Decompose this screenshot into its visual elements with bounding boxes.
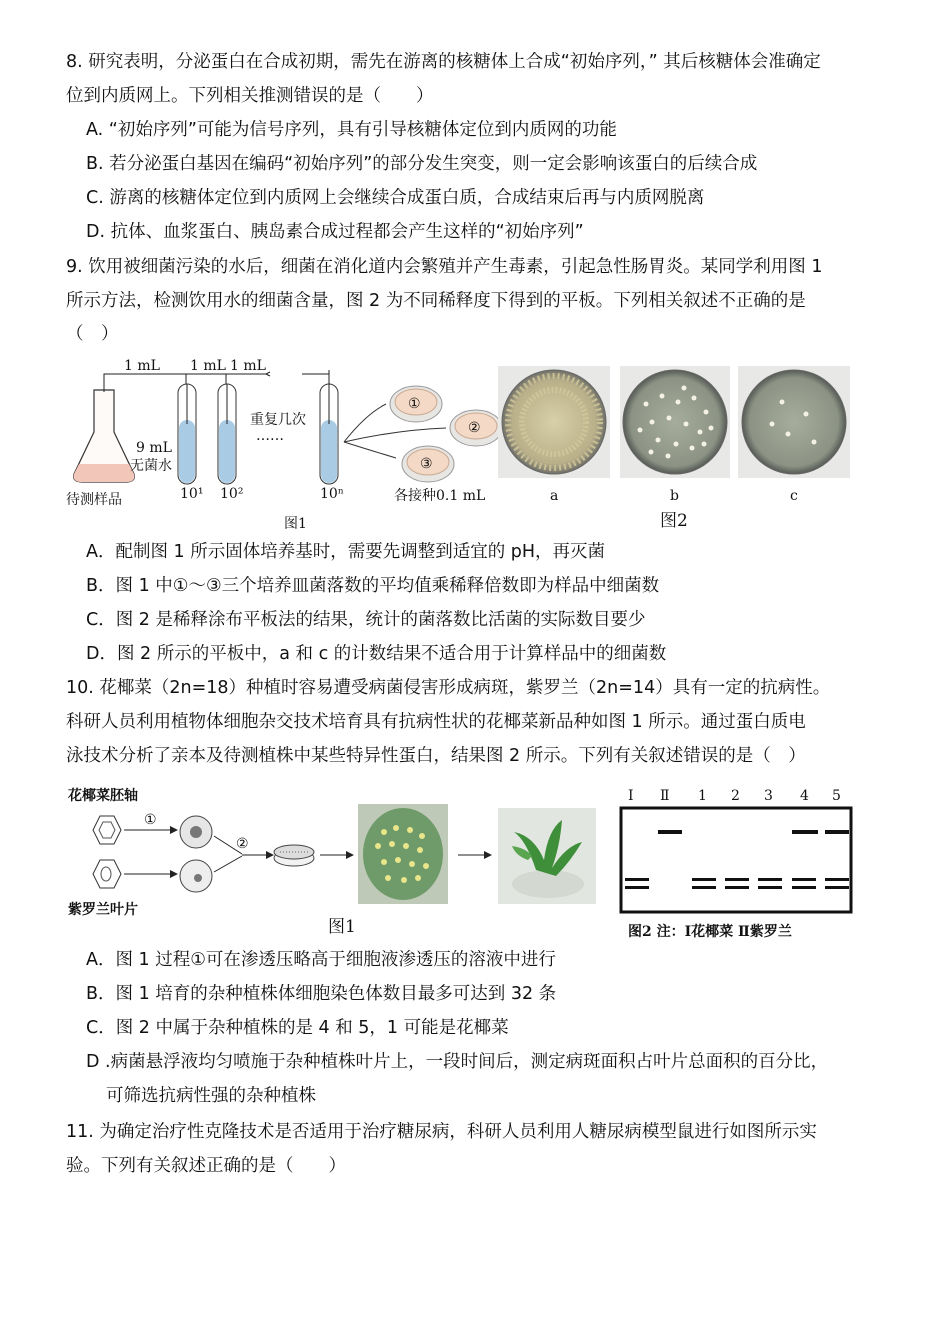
band-lane-1-2 [692, 886, 716, 889]
q9-figure [66, 352, 866, 532]
violet-label: 紫罗兰叶片 [68, 902, 138, 918]
gel-lane-label: Ⅰ [628, 788, 634, 804]
transfer-label-2: 1 mL [190, 358, 226, 374]
band-lane-2-2 [725, 886, 749, 889]
tube-2 [218, 384, 236, 484]
q9-option-d: D．图 2 所示的平板中，a 和 c 的计数结果不适合用于计算样品中的细菌数 [86, 644, 667, 664]
plate-a-label: a [550, 488, 559, 504]
tube-1-label: 10¹ [180, 486, 204, 502]
tube-2-label: 10² [220, 486, 244, 502]
figure-2-caption: 图2 [660, 511, 688, 531]
plantlet-photo [498, 808, 596, 904]
tube-1 [178, 384, 196, 484]
cauliflower-cell [93, 816, 121, 844]
repeat-dots: …… [256, 428, 284, 444]
band-lane-3-2 [758, 886, 782, 889]
inoculate-label: 各接种0.1 mL [394, 488, 486, 504]
q8-option-d: D. 抗体、血浆蛋白、胰岛素合成过程都会产生这样的“初始序列” [86, 222, 584, 242]
plate-1-label: ① [408, 396, 421, 412]
q8-stem-line-2: 位到内质网上。下列相关推测错误的是（ ） [66, 86, 434, 106]
q10-figure-1-caption: 图1 [328, 917, 356, 937]
q8-stem-line-1: 8. 研究表明，分泌蛋白在合成初期，需先在游离的核糖体上合成“初始序列，” 其后核糖体会准确定 [66, 52, 821, 72]
q9-stem-line-2: 所示方法，检测饮用水的细菌含量，图 2 为不同稀释度下得到的平板。下列相关叙述不正确的是 [66, 291, 806, 311]
step-1-label: ① [144, 812, 157, 828]
q9-option-a: A．配制图 1 所示固体培养基时，需要先调整到适宜的 pH，再灭菌 [86, 542, 606, 562]
band-lane-4-1 [792, 830, 818, 834]
q10-figure [66, 780, 866, 945]
gel-lane-labels [628, 788, 841, 804]
tube-n [320, 370, 338, 484]
violet-protoplast [180, 860, 212, 892]
q10-stem-line-1: 10. 花椰菜（2n=18）种植时容易遭受病菌侵害形成病斑，紫罗兰（2n=14）具有一定的抗病性。 [66, 678, 831, 698]
gel-lane-label: 1 [698, 788, 707, 804]
q9-stem-line-3: （ ） [66, 324, 119, 344]
band-lane-2-1 [725, 878, 749, 881]
band-lane-1-1 [692, 878, 716, 881]
violet-cell [93, 860, 121, 888]
band-lane-II-1 [658, 830, 682, 834]
band-lane-I-2 [625, 886, 649, 889]
plate-c [738, 366, 850, 478]
q10-option-c: C．图 2 中属于杂种植株的是 4 和 5，1 可能是花椰菜 [86, 1018, 509, 1038]
q10-stem-line-2: 科研人员利用植物体细胞杂交技术培育具有抗病性状的花椰菜新品种如图 1 所示。通过蛋白质电 [66, 712, 806, 732]
q9-option-b: B．图 1 中①～③三个培养皿菌落数的平均值乘稀释倍数即为样品中细菌数 [86, 576, 660, 596]
band-lane-4-3 [792, 886, 816, 889]
plate-3 [402, 446, 454, 482]
water-volume-label: 9 mL [136, 440, 172, 456]
band-lane-4-2 [792, 878, 816, 881]
q11-stem-line-2: 验。下列有关叙述正确的是（ ） [66, 1156, 346, 1176]
electrophoresis-gel [621, 808, 851, 912]
band-lane-5-2 [825, 878, 849, 881]
cauliflower-label: 花椰菜胚轴 [68, 788, 138, 804]
plate-a [498, 366, 610, 478]
q8-option-a: A. “初始序列”可能为信号序列，具有引导核糖体定位到内质网的功能 [86, 120, 617, 140]
gel-lane-label: 3 [764, 788, 773, 804]
q11-stem-line-1: 11. 为确定治疗性克隆技术是否适用于治疗糖尿病，科研人员利用人糖尿病模型鼠进行如图所示实 [66, 1122, 817, 1142]
q10-option-a: A．图 1 过程①可在渗透压略高于细胞液渗透压的溶液中进行 [86, 950, 556, 970]
transfer-label-3: 1 mL [230, 358, 266, 374]
q10-option-d-line-1: D .病菌悬浮液均匀喷施于杂种植株叶片上，一段时间后，测定病斑面积占叶片总面积的百分比， [86, 1052, 829, 1072]
q9-option-c: C．图 2 是稀释涂布平板法的结果，统计的菌落数比活菌的实际数目要少 [86, 610, 646, 630]
q10-option-b: B．图 1 培育的杂种植株体细胞染色体数目最多可达到 32 条 [86, 984, 557, 1004]
q8-option-c: C. 游离的核糖体定位到内质网上会继续合成蛋白质，合成结束后再与内质网脱离 [86, 188, 705, 208]
tube-n-label: 10ⁿ [320, 486, 344, 502]
plate-b-label: b [670, 488, 679, 504]
plate-c-label: c [790, 488, 798, 504]
plate-2-label: ② [468, 420, 481, 436]
q10-stem-line-3: 泳技术分析了亲本及待测植株中某些特异性蛋白，结果图 2 所示。下列有关叙述错误的是（ ） [66, 746, 806, 766]
transfer-arrow-1 [104, 374, 186, 392]
band-lane-I-1 [625, 878, 649, 881]
figure-1-caption: 图1 [284, 516, 307, 532]
step-2-label: ② [236, 836, 249, 852]
q10-option-d-line-2: 可筛选抗病性强的杂种植株 [106, 1086, 316, 1106]
band-lane-5-3 [825, 886, 849, 889]
plate-3-label: ③ [420, 456, 433, 472]
gel-lane-label: 2 [731, 788, 740, 804]
gel-note: 图2 注：Ⅰ花椰菜 Ⅱ紫罗兰 [628, 924, 792, 940]
gel-lane-label: 5 [832, 788, 841, 804]
transfer-label-1: 1 mL [124, 358, 160, 374]
plate-1 [390, 386, 442, 422]
sample-label: 待测样品 [66, 492, 122, 508]
band-lane-5-1 [825, 830, 849, 834]
cauliflower-protoplast [180, 816, 212, 848]
plate-b [620, 366, 730, 478]
sterile-water-label: 无菌水 [130, 458, 172, 474]
plate-2 [450, 410, 502, 446]
culture-dish [274, 845, 314, 866]
band-lane-3-1 [758, 878, 782, 881]
repeat-label: 重复几次 [250, 412, 306, 428]
gel-lane-label: Ⅱ [660, 788, 670, 804]
sample-flask [74, 390, 135, 482]
q9-stem-line-1: 9. 饮用被细菌污染的水后，细菌在消化道内会繁殖并产生毒素，引起急性肠胃炎。某同学利用图 1 [66, 257, 823, 277]
q8-option-b: B. 若分泌蛋白基因在编码“初始序列”的部分发生突变，则一定会影响该蛋白的后续合成 [86, 154, 758, 174]
gel-lane-label: 4 [800, 788, 809, 804]
callus-photo [358, 804, 448, 904]
